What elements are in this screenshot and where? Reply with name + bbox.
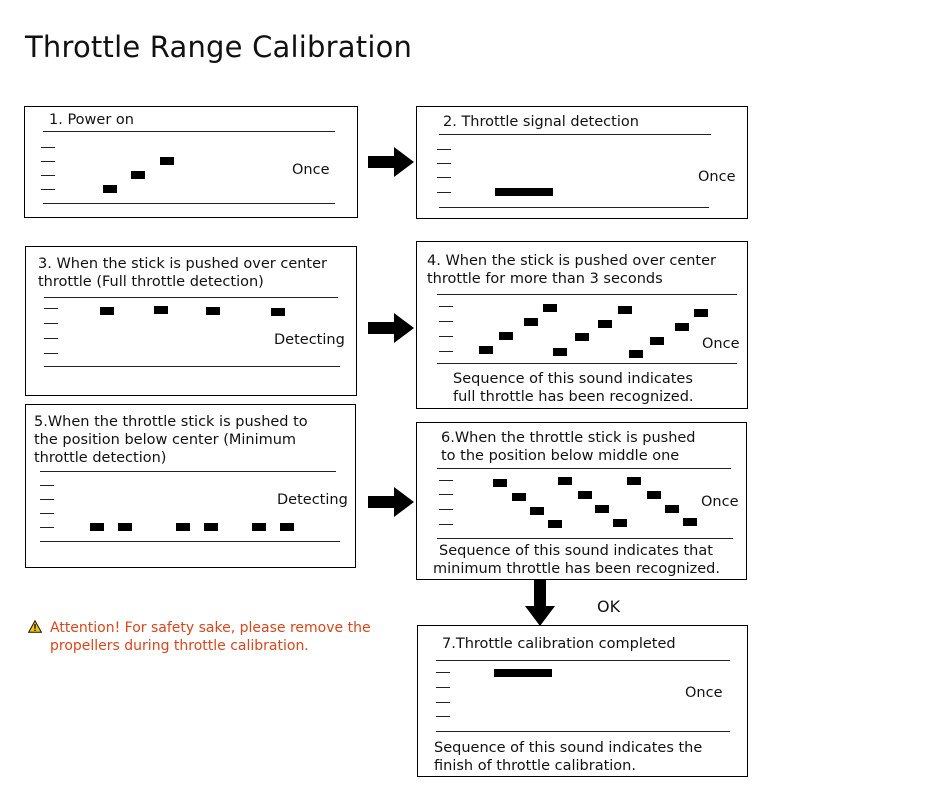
step-2-top-line bbox=[439, 134, 711, 135]
step-3-level-tick bbox=[44, 353, 58, 354]
step-6-beep bbox=[530, 507, 544, 515]
step-3-title-line-1: 3. When the stick is pushed over center bbox=[38, 256, 328, 272]
step-1-bottom-line bbox=[43, 203, 335, 204]
step-5-beep bbox=[280, 523, 294, 531]
step-4-level-tick bbox=[439, 321, 453, 322]
step-3-beep bbox=[206, 307, 220, 315]
step-7-level-tick bbox=[436, 702, 450, 703]
step-3-beep bbox=[271, 308, 285, 316]
step-6-beep bbox=[558, 477, 572, 485]
step-6-level-tick bbox=[439, 509, 453, 510]
step-5-title-line-2: the position below center (Minimum bbox=[34, 432, 297, 448]
step-6-beep bbox=[548, 520, 562, 528]
step-4-beep bbox=[524, 318, 538, 326]
step-7-note-line-2: finish of throttle calibration. bbox=[434, 758, 636, 774]
step-1-sound: Once bbox=[292, 162, 330, 178]
step-3-sound: Detecting bbox=[274, 332, 345, 348]
step-3-level-tick bbox=[44, 308, 58, 309]
step-7-sound: Once bbox=[685, 685, 723, 701]
step-2-box bbox=[416, 106, 748, 219]
step-5-bottom-line bbox=[40, 541, 340, 542]
arrow-right-icon bbox=[368, 147, 414, 177]
step-4-level-tick bbox=[439, 351, 453, 352]
step-3-top-line bbox=[44, 297, 338, 298]
step-5-level-tick bbox=[40, 499, 54, 500]
step-7-level-tick bbox=[436, 687, 450, 688]
step-6-top-line bbox=[437, 468, 731, 469]
step-7-top-line bbox=[436, 660, 730, 661]
step-4-title-line-1: 4. When the stick is pushed over center bbox=[427, 253, 717, 269]
warning-line-2: propellers during throttle calibration. bbox=[50, 638, 309, 654]
step-7-level-tick bbox=[436, 716, 450, 717]
step-5-level-tick bbox=[40, 485, 54, 486]
step-5-title-line-1: 5.When the throttle stick is pushed to bbox=[34, 414, 308, 430]
step-1-level-tick bbox=[41, 161, 55, 162]
step-6-beep bbox=[665, 505, 679, 513]
arrow-down-icon bbox=[525, 580, 555, 626]
step-5-beep bbox=[204, 523, 218, 531]
step-5-beep bbox=[252, 523, 266, 531]
step-7-beep bbox=[494, 669, 552, 677]
step-5-beep bbox=[118, 523, 132, 531]
step-1-beep bbox=[160, 157, 174, 165]
step-1-beep bbox=[103, 185, 117, 193]
step-3-bottom-line bbox=[44, 366, 340, 367]
step-3-level-tick bbox=[44, 338, 58, 339]
step-2-title: 2. Throttle signal detection bbox=[443, 114, 639, 130]
step-6-beep bbox=[493, 479, 507, 487]
step-3-level-tick bbox=[44, 323, 58, 324]
step-4-note-line-2: full throttle has been recognized. bbox=[453, 389, 694, 405]
step-4-level-tick bbox=[439, 306, 453, 307]
step-4-level-tick bbox=[439, 336, 453, 337]
step-6-beep bbox=[613, 519, 627, 527]
step-7-bottom-line bbox=[436, 731, 730, 732]
step-4-beep bbox=[553, 348, 567, 356]
step-4-bottom-line bbox=[437, 363, 737, 364]
step-7-note-line-1: Sequence of this sound indicates the bbox=[434, 740, 703, 756]
step-4-beep bbox=[598, 320, 612, 328]
step-6-beep bbox=[595, 505, 609, 513]
step-2-level-tick bbox=[437, 177, 451, 178]
step-4-beep bbox=[499, 332, 513, 340]
step-4-title-line-2: throttle for more than 3 seconds bbox=[427, 271, 663, 287]
step-3-beep bbox=[100, 307, 114, 315]
page-title: Throttle Range Calibration bbox=[25, 30, 413, 64]
step-1-beep bbox=[131, 171, 145, 179]
step-6-beep bbox=[578, 491, 592, 499]
step-5-beep bbox=[90, 523, 104, 531]
step-4-top-line bbox=[437, 294, 737, 295]
step-3-box bbox=[25, 246, 357, 396]
step-2-bottom-line bbox=[439, 207, 709, 208]
step-4-note-line-1: Sequence of this sound indicates bbox=[453, 371, 693, 387]
step-3-beep bbox=[154, 306, 168, 314]
step-4-box bbox=[416, 241, 748, 409]
step-4-beep bbox=[629, 350, 643, 358]
step-4-beep bbox=[675, 323, 689, 331]
warning-triangle-icon bbox=[28, 620, 42, 633]
step-6-note-line-2: minimum throttle has been recognized. bbox=[433, 561, 720, 577]
step-6-bottom-line bbox=[437, 538, 733, 539]
step-4-beep bbox=[479, 346, 493, 354]
step-2-beep bbox=[495, 188, 553, 196]
step-6-sound: Once bbox=[701, 494, 739, 510]
step-4-beep bbox=[650, 337, 664, 345]
step-6-beep bbox=[627, 477, 641, 485]
step-6-beep bbox=[647, 491, 661, 499]
step-5-box bbox=[25, 404, 356, 568]
step-1-box bbox=[24, 106, 358, 218]
step-5-title-line-3: throttle detection) bbox=[34, 450, 167, 466]
step-4-beep bbox=[543, 304, 557, 312]
step-2-sound: Once bbox=[698, 169, 736, 185]
step-4-sound: Once bbox=[702, 336, 740, 352]
step-6-title-line-1: 6.When the throttle stick is pushed bbox=[441, 430, 696, 446]
step-2-level-tick bbox=[437, 163, 451, 164]
step-5-top-line bbox=[40, 471, 336, 472]
step-6-note-line-1: Sequence of this sound indicates that bbox=[439, 543, 713, 559]
step-7-box bbox=[417, 625, 748, 777]
step-6-box bbox=[416, 422, 747, 580]
step-6-level-tick bbox=[439, 524, 453, 525]
step-1-level-tick bbox=[41, 189, 55, 190]
step-4-beep bbox=[694, 309, 708, 317]
arrow-right-icon bbox=[368, 487, 414, 517]
step-6-title-line-2: to the position below middle one bbox=[441, 448, 680, 464]
warning-line-1: Attention! For safety sake, please remove the bbox=[50, 620, 371, 636]
ok-label: OK bbox=[597, 597, 621, 616]
step-5-level-tick bbox=[40, 513, 54, 514]
step-6-level-tick bbox=[439, 494, 453, 495]
step-7-level-tick bbox=[436, 672, 450, 673]
step-2-level-tick bbox=[437, 149, 451, 150]
step-6-beep bbox=[512, 493, 526, 501]
step-5-sound: Detecting bbox=[277, 492, 348, 508]
step-5-level-tick bbox=[40, 527, 54, 528]
step-1-level-tick bbox=[41, 175, 55, 176]
step-5-beep bbox=[176, 523, 190, 531]
step-1-level-tick bbox=[41, 147, 55, 148]
arrow-right-icon bbox=[368, 313, 414, 343]
step-1-title: 1. Power on bbox=[49, 112, 134, 128]
step-7-title: 7.Throttle calibration completed bbox=[442, 636, 676, 652]
step-6-level-tick bbox=[439, 480, 453, 481]
step-1-top-line bbox=[43, 131, 335, 132]
step-4-beep bbox=[618, 306, 632, 314]
step-3-title-line-2: throttle (Full throttle detection) bbox=[38, 274, 264, 290]
step-4-beep bbox=[575, 333, 589, 341]
step-2-level-tick bbox=[437, 192, 451, 193]
step-6-beep bbox=[683, 518, 697, 526]
